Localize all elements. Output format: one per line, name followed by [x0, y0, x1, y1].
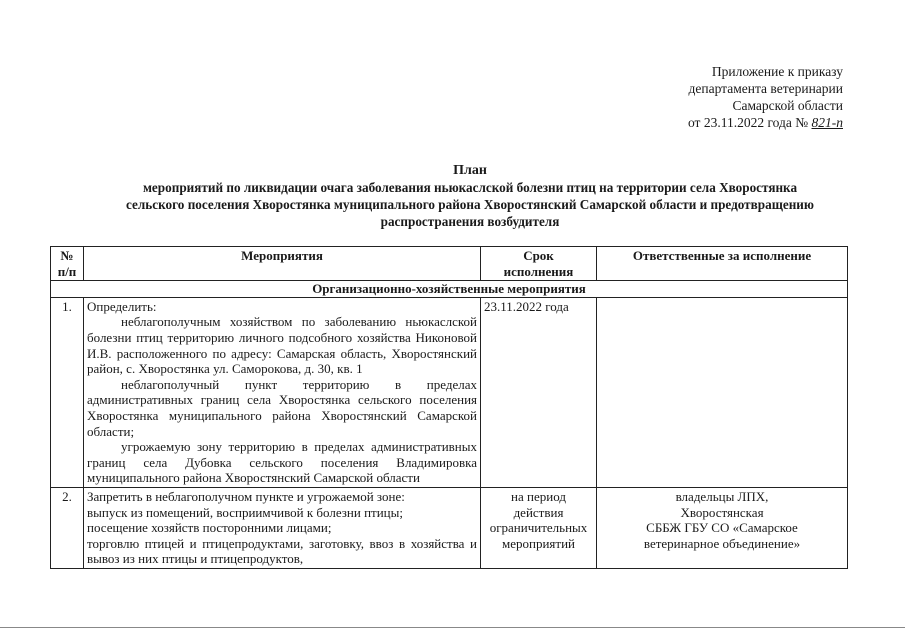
row-deadline: на период действия ограничительных мероприятий: [481, 487, 597, 568]
page-bottom-edge: [0, 627, 905, 628]
appendix-line-1: Приложение к приказу: [711, 64, 843, 79]
row-responsible: [597, 297, 848, 487]
row-responsible: владельцы ЛПХ, Хворостянская СББЖ ГБУ СО «Самарское ветеринарное объединение»: [597, 487, 848, 568]
appendix-date-prefix: от 23.11.2022 года №: [687, 115, 809, 130]
header-num: № п/п: [51, 247, 84, 281]
order-number: 821-п: [811, 115, 843, 130]
section-title: Организационно-хозяйственные мероприятия: [51, 281, 848, 298]
title-line-1: мероприятий по ликвидации очага заболевания ньюкаслской болезни птиц на территории села Хворостянка: [142, 180, 798, 195]
table-header-row: [51, 247, 848, 281]
measure-paragraph: неблагополучным хозяйством по заболеванию ньюкаслской болезни птиц территорию личного подсобного хозяйства Никоновой И.В. расположенного по адресу: Самарская область, Хворостянский район, с. Хворостянка ул. Саморокова, д. 30, кв. 1: [87, 314, 477, 377]
table-row: [51, 297, 848, 487]
title-plan: План: [453, 163, 487, 178]
measures-table: [50, 246, 848, 569]
row-number: 1.: [51, 297, 84, 487]
measure-intro: Запретить в неблагополучном пункте и угрожаемой зоне:: [87, 488, 405, 504]
measure-line: посещение хозяйств посторонними лицами;: [87, 520, 332, 536]
section-row: [51, 281, 848, 298]
measure-paragraph: неблагополучный пункт территорию в пределах административных границ села Хворостянка сельского поселения Хворостянка муниципального района Хворостянский Самарской области;: [87, 376, 477, 439]
appendix-line-2: департамента ветеринарии: [688, 81, 843, 96]
appendix-date: [688, 114, 843, 131]
table-row: [51, 487, 848, 568]
row-measure: [84, 487, 481, 568]
title-line-3: распространения возбудителя: [380, 214, 560, 229]
row-number: 2.: [51, 487, 84, 568]
measure-paragraph: угрожаемую зону территорию в пределах административных границ села Дубовка сельского поселения Владимировка муниципального района Хворостянский Самарской области: [87, 439, 477, 486]
measure-line: выпуск из помещений, восприимчивой к болезни птицы;: [87, 504, 403, 520]
row-deadline: 23.11.2022 года: [481, 297, 597, 487]
appendix-line-3: Самарской области: [732, 98, 843, 113]
title-line-2: сельского поселения Хворостянка муниципального района Хворостянский Самарской области и предотвращению: [126, 197, 814, 212]
row-measure: [84, 297, 481, 487]
document-title: [60, 162, 880, 230]
header-deadline: Срок исполнения: [481, 247, 597, 281]
measure-line: торговлю птицей и птицепродуктами, заготовку, ввоз в хозяйства и вывоз из них птицы и птицепродуктов,: [87, 535, 477, 567]
appendix-header: [688, 63, 843, 131]
measure-intro: Определить:: [87, 298, 157, 314]
header-responsible: Ответственные за исполнение: [597, 247, 848, 281]
header-measures: Мероприятия: [84, 247, 481, 281]
